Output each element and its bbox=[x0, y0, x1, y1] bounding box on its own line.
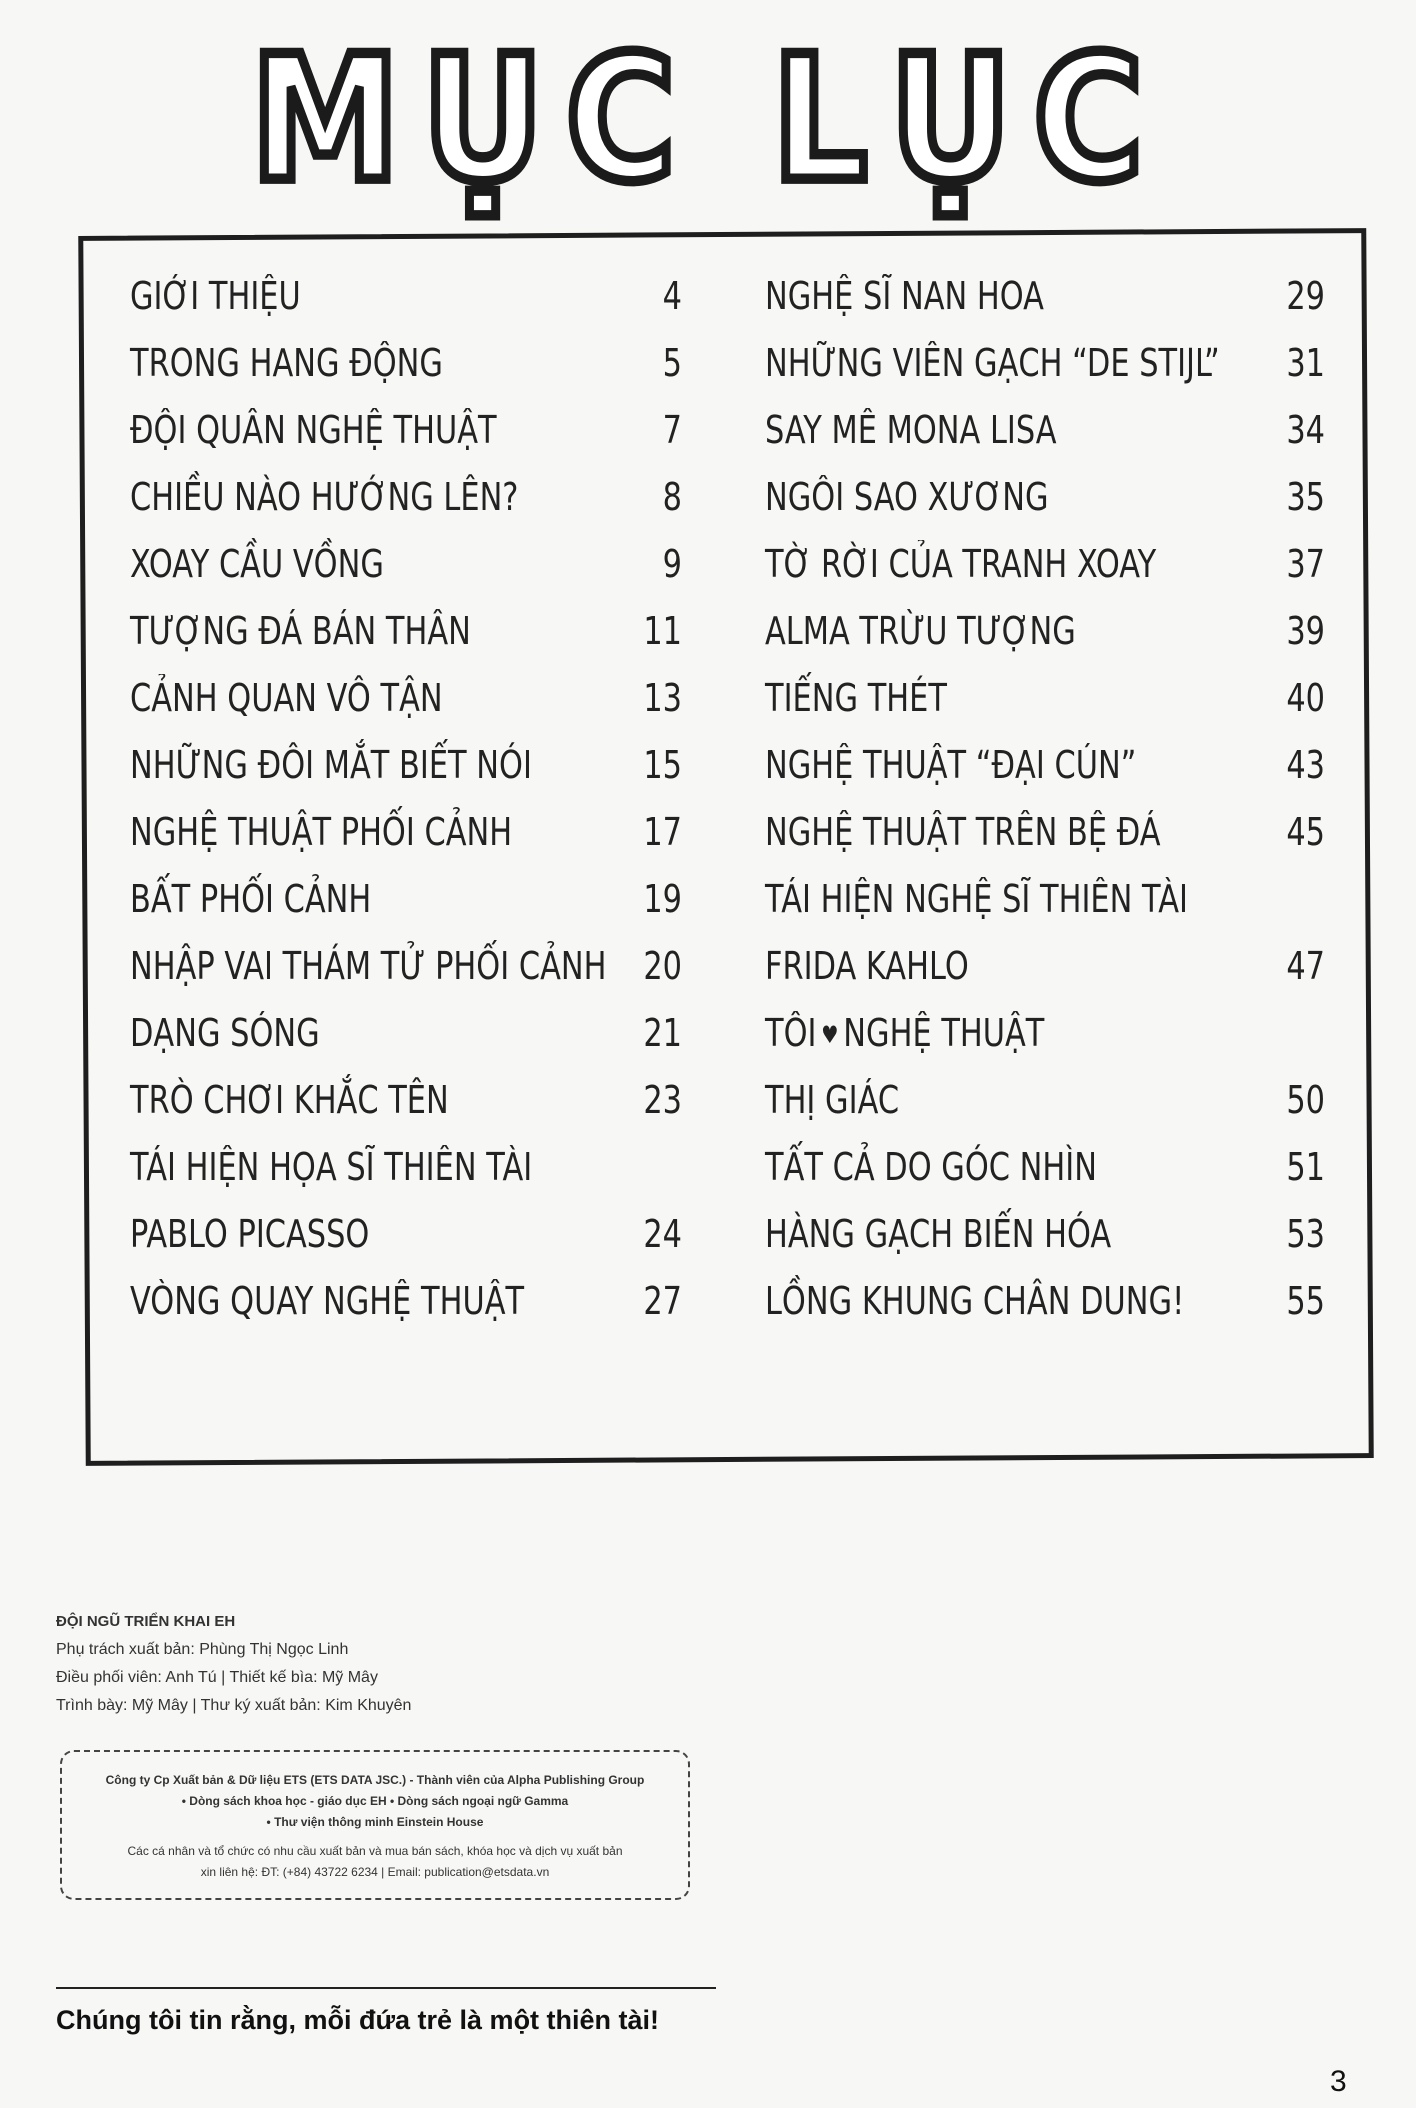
toc-entry-title: TRONG HANG ĐỘNG bbox=[130, 340, 443, 385]
toc-entry-title: HÀNG GẠCH BIẾN HÓA bbox=[765, 1211, 1112, 1256]
page-number: 3 bbox=[1330, 2065, 1347, 2098]
toc-entry-title: TIẾNG THÉT bbox=[765, 675, 947, 720]
toc-entry-title: THỊ GIÁC bbox=[765, 1077, 900, 1122]
toc-entry-title: ĐỘI QUÂN NGHỆ THUẬT bbox=[130, 407, 497, 452]
toc-entry-title: NGHỆ SĨ NAN HOA bbox=[765, 273, 1044, 318]
credits-heading: ĐỘI NGŨ TRIỂN KHAI EH bbox=[56, 1613, 236, 1630]
toc-entry-title: TRÒ CHƠI KHẮC TÊN bbox=[130, 1077, 449, 1122]
toc-entry-page: 43 bbox=[1286, 742, 1325, 787]
toc-entry[interactable] bbox=[765, 798, 1325, 865]
toc-entry-title-start: TÔI bbox=[765, 1010, 817, 1055]
toc-entry-title: NHẬP VAI THÁM TỬ PHỐI CẢNH bbox=[130, 943, 607, 988]
credit-line: Phụ trách xuất bản: Phùng Thị Ngọc Linh bbox=[56, 1641, 349, 1658]
toc-entry[interactable] bbox=[130, 530, 682, 597]
toc-section-heading bbox=[130, 1133, 682, 1200]
toc-entry-page: 45 bbox=[1286, 809, 1325, 854]
toc-entry-title: NGHỆ THUẬT “ĐẠI CÚN” bbox=[765, 742, 1137, 787]
toc-entry-page: 13 bbox=[643, 675, 682, 720]
toc-entry-page: 31 bbox=[1286, 340, 1325, 385]
toc-entry[interactable] bbox=[765, 530, 1325, 597]
toc-entry-title: NGHỆ THUẬT TRÊN BỆ ĐÁ bbox=[765, 809, 1161, 854]
toc-entry-page: 15 bbox=[643, 742, 682, 787]
toc-entry[interactable] bbox=[765, 396, 1325, 463]
publisher-line: • Thư viện thông minh Einstein House bbox=[266, 1815, 484, 1829]
toc-entry-page: 5 bbox=[662, 340, 682, 385]
toc-entry-title-end: NGHỆ THUẬT bbox=[843, 1010, 1045, 1055]
toc-entry-title: SAY MÊ MONA LISA bbox=[765, 407, 1057, 452]
toc-entry[interactable] bbox=[765, 463, 1325, 530]
toc-entry-page: 11 bbox=[643, 608, 682, 653]
toc-entry-page: 23 bbox=[643, 1077, 682, 1122]
toc-entry[interactable] bbox=[765, 1133, 1325, 1200]
toc-entry[interactable] bbox=[130, 932, 682, 999]
toc-entry[interactable] bbox=[130, 262, 682, 329]
toc-entry[interactable] bbox=[130, 1066, 682, 1133]
toc-entry[interactable] bbox=[765, 1066, 1325, 1133]
toc-entry[interactable] bbox=[130, 329, 682, 396]
divider bbox=[56, 1987, 716, 1989]
toc-entry-title: NHỮNG ĐÔI MẮT BIẾT NÓI bbox=[130, 742, 532, 787]
toc-entry-page: 4 bbox=[662, 273, 682, 318]
toc-entry-page: 7 bbox=[662, 407, 682, 452]
toc-entry-title bbox=[765, 1011, 1044, 1055]
toc-entry-title: NHỮNG VIÊN GẠCH “DE STIJL” bbox=[765, 340, 1220, 385]
toc-entry[interactable] bbox=[765, 597, 1325, 664]
spacer bbox=[62, 1833, 688, 1841]
toc-entry-page: 35 bbox=[1286, 474, 1325, 519]
toc-entry-page: 27 bbox=[643, 1278, 682, 1323]
toc-entry-page: 24 bbox=[643, 1211, 682, 1256]
toc-right-column bbox=[765, 262, 1325, 1334]
toc-entry-title: VÒNG QUAY NGHỆ THUẬT bbox=[130, 1278, 525, 1323]
toc-entry-title: TƯỢNG ĐÁ BÁN THÂN bbox=[130, 608, 471, 653]
toc-entry[interactable] bbox=[130, 999, 682, 1066]
toc-entry[interactable] bbox=[765, 262, 1325, 329]
toc-entry-page: 55 bbox=[1286, 1278, 1325, 1323]
toc-entry-title: CHIỀU NÀO HƯỚNG LÊN? bbox=[130, 474, 519, 519]
toc-entry-title: NGÔI SAO XƯƠNG bbox=[765, 474, 1049, 519]
credit-line: Trình bày: Mỹ Mây | Thư ký xuất bản: Kim Khuyên bbox=[56, 1697, 412, 1714]
toc-entry[interactable] bbox=[130, 396, 682, 463]
toc-entry[interactable] bbox=[130, 1267, 682, 1334]
heart-icon: ♥ bbox=[821, 1021, 839, 1049]
toc-entry-page: 50 bbox=[1286, 1077, 1325, 1122]
toc-entry-title: CẢNH QUAN VÔ TẬN bbox=[130, 675, 443, 720]
toc-entry-page: 40 bbox=[1286, 675, 1325, 720]
toc-entry[interactable] bbox=[765, 1200, 1325, 1267]
toc-entry-title: XOAY CẦU VỒNG bbox=[130, 541, 384, 586]
toc-entry-page: 47 bbox=[1286, 943, 1325, 988]
toc-entry[interactable] bbox=[765, 1267, 1325, 1334]
toc-entry-page: 53 bbox=[1286, 1211, 1325, 1256]
toc-entry-page: 17 bbox=[643, 809, 682, 854]
publisher-contact: xin liên hệ: ĐT: (+84) 43722 6234 | Email: publication@etsdata.vn bbox=[200, 1865, 550, 1879]
credits bbox=[56, 1608, 411, 1720]
toc-entry-page: 39 bbox=[1286, 608, 1325, 653]
toc-entry[interactable] bbox=[130, 798, 682, 865]
toc-entry[interactable] bbox=[765, 329, 1325, 396]
toc-entry-title: LỒNG KHUNG CHÂN DUNG! bbox=[765, 1278, 1185, 1323]
toc-entry[interactable] bbox=[130, 463, 682, 530]
toc-left-column bbox=[130, 262, 682, 1334]
toc-section-heading bbox=[765, 999, 1325, 1066]
toc-entry-page: 29 bbox=[1286, 273, 1325, 318]
toc-entry-page: 8 bbox=[662, 474, 682, 519]
toc-entry[interactable] bbox=[765, 731, 1325, 798]
publisher-box bbox=[60, 1750, 690, 1900]
toc-entry[interactable] bbox=[130, 865, 682, 932]
publisher-line: Các cá nhân và tổ chức có nhu cầu xuất bản và mua bán sách, khóa học và dịch vụ xuất bản bbox=[127, 1844, 623, 1858]
toc-entry-title: GIỚI THIỆU bbox=[130, 273, 301, 318]
toc-entry[interactable] bbox=[130, 1200, 682, 1267]
toc-entry-title: NGHỆ THUẬT PHỐI CẢNH bbox=[130, 809, 513, 854]
slogan: Chúng tôi tin rằng, mỗi đứa trẻ là một thiên tài! bbox=[56, 2005, 660, 2035]
toc-entry[interactable] bbox=[765, 664, 1325, 731]
toc-entry[interactable] bbox=[130, 597, 682, 664]
toc-entry-title: PABLO PICASSO bbox=[130, 1211, 370, 1256]
toc-entry-title: FRIDA KAHLO bbox=[765, 943, 969, 988]
publisher-line: Công ty Cp Xuất bản & Dữ liệu ETS (ETS DATA JSC.) - Thành viên của Alpha Publishing Group bbox=[105, 1773, 645, 1787]
toc-entry[interactable] bbox=[765, 932, 1325, 999]
toc-entry-title: TÁI HIỆN NGHỆ SĨ THIÊN TÀI bbox=[765, 876, 1189, 921]
toc-entry-page: 37 bbox=[1286, 541, 1325, 586]
credit-line: Điều phối viên: Anh Tú | Thiết kế bìa: Mỹ Mây bbox=[56, 1669, 378, 1686]
toc-entry-page: 34 bbox=[1286, 407, 1325, 452]
toc-entry[interactable] bbox=[130, 664, 682, 731]
toc-entry-page: 19 bbox=[643, 876, 682, 921]
toc-entry-title: DẠNG SÓNG bbox=[130, 1010, 320, 1055]
toc-entry-page: 51 bbox=[1286, 1144, 1325, 1189]
publisher-line: • Dòng sách khoa học - giáo dục EH • Dòng sách ngoại ngữ Gamma bbox=[181, 1794, 569, 1808]
toc-entry-title: BẤT PHỐI CẢNH bbox=[130, 876, 372, 921]
toc-entry-page: 20 bbox=[643, 943, 682, 988]
toc-entry[interactable] bbox=[130, 731, 682, 798]
toc-entry-page: 21 bbox=[643, 1010, 682, 1055]
toc-section-heading bbox=[765, 865, 1325, 932]
toc-entry-title: ALMA TRỪU TƯỢNG bbox=[765, 608, 1076, 653]
page-title: MỤC LỤC bbox=[250, 20, 1166, 221]
toc-entry-title: TỜ RỜI CỦA TRANH XOAY bbox=[765, 541, 1157, 586]
toc-entry-title: TÁI HIỆN HỌA SĨ THIÊN TÀI bbox=[130, 1144, 533, 1189]
toc-entry-title: TẤT CẢ DO GÓC NHÌN bbox=[765, 1144, 1097, 1189]
toc-entry-page: 9 bbox=[662, 541, 682, 586]
